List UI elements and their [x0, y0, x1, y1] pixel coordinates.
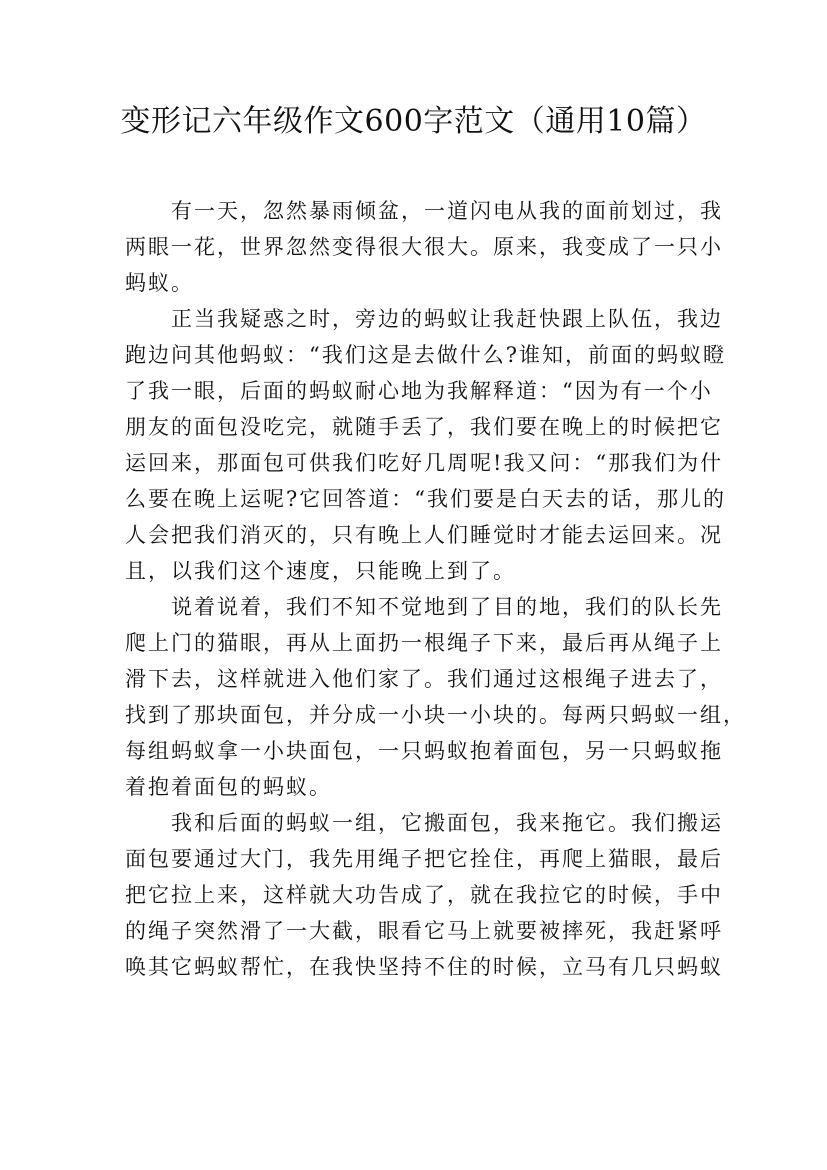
text-line: 唤其它蚂蚁帮忙，在我快坚持不住的时候，立马有几只蚂蚁 [125, 955, 723, 979]
text-line: 两眼一花，世界忽然变得很大很大。原来，我变成了一只小 [125, 235, 723, 259]
document-body [125, 193, 746, 985]
text-line: 运回来，那面包可供我们吃好几周呢!我又问：“那我们为什 [125, 451, 724, 475]
text-line: 着抱着面包的蚂蚁。 [125, 775, 332, 799]
text-line: 么要在晚上运呢?它回答道：“我们要是白天去的话，那儿的 [125, 487, 726, 511]
text-line: 跑边问其他蚂蚁：“我们这是去做什么?谁知，前面的蚂蚁瞪 [125, 343, 726, 367]
paragraph-2 [125, 301, 726, 589]
paragraph-4 [125, 805, 723, 985]
text-line: 说着说着，我们不知不觉地到了目的地，我们的队长先 [171, 595, 723, 619]
text-line: 每组蚂蚁拿一小块面包，一只蚂蚁抱着面包，另一只蚂蚁拖 [125, 739, 723, 763]
text-line: 朋友的面包没吃完，就随手丢了，我们要在晚上的时候把它 [125, 415, 723, 439]
text-line: 有一天，忽然暴雨倾盆，一道闪电从我的面前划过，我 [171, 199, 723, 223]
text-line: 蚂蚁。 [125, 271, 194, 295]
text-line: 人会把我们消灭的，只有晚上人们睡觉时才能去运回来。况 [125, 523, 723, 547]
text-line: 正当我疑惑之时，旁边的蚂蚁让我赶快跟上队伍，我边 [171, 307, 723, 331]
text-line: 我和后面的蚂蚁一组，它搬面包，我来拖它。我们搬运 [171, 811, 723, 835]
text-line: 面包要通过大门，我先用绳子把它拴住，再爬上猫眼，最后 [125, 847, 723, 871]
text-line: 了我一眼，后面的蚂蚁耐心地为我解释道：“因为有一个小 [125, 379, 713, 403]
paragraph-3 [125, 589, 746, 805]
text-line: 把它拉上来，这样就大功告成了，就在我拉它的时候，手中 [125, 883, 723, 907]
text-line: 的绳子突然滑了一大截，眼看它马上就要被摔死，我赶紧呼 [125, 919, 723, 943]
text-line: 滑下去，这样就进入他们家了。我们通过这根绳子进去了， [125, 667, 723, 691]
text-line: 且，以我们这个速度，只能晚上到了。 [125, 559, 516, 583]
text-line: 爬上门的猫眼，再从上面扔一根绳子下来，最后再从绳子上 [125, 631, 723, 655]
paragraph-1 [125, 193, 723, 301]
document-title: 变形记六年级作文600字范文（通用10篇） [120, 104, 707, 139]
text-line: 找到了那块面包，并分成一小块一小块的。每两只蚂蚁一组， [125, 703, 746, 727]
